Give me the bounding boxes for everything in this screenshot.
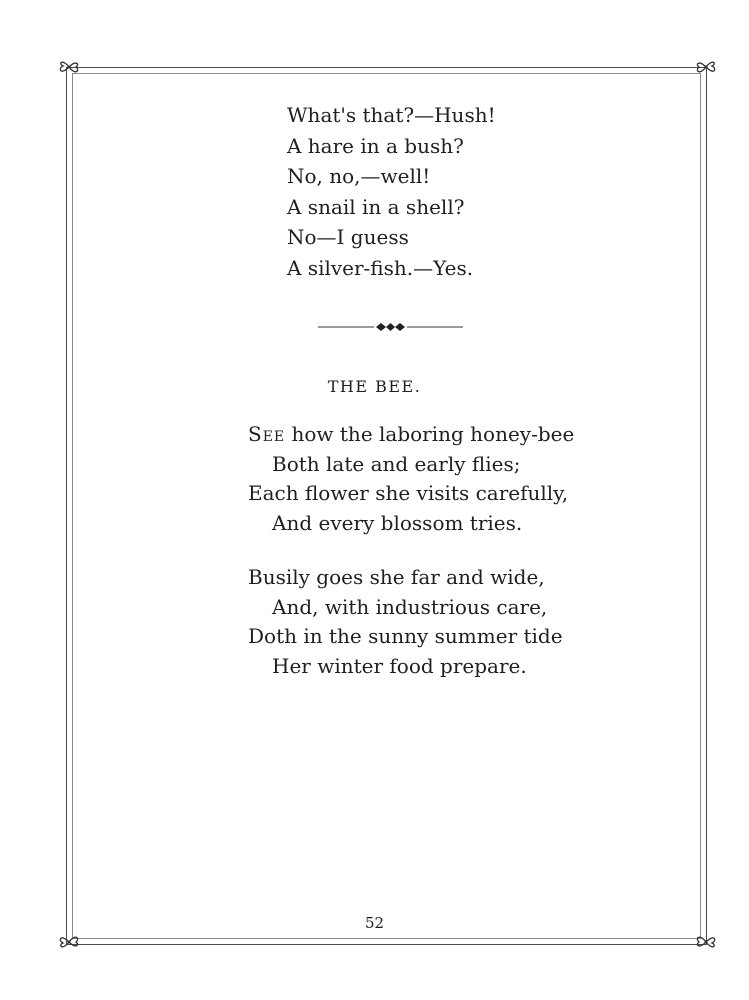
poem-line: What's that?—Hush!: [287, 103, 496, 127]
poem-line: A hare in a bush?: [287, 133, 464, 158]
poem-line: [248, 420, 574, 450]
poem-line-text: how the laboring honey-bee: [285, 422, 575, 446]
poem-line: Busily goes she far and wide,: [248, 565, 545, 589]
poem-title: THE BEE.: [327, 377, 422, 396]
poem-line: Each flower she visits carefully,: [248, 481, 569, 505]
poem-line: No—I guess: [287, 225, 409, 249]
poem-bee-stanza-1: [248, 420, 574, 538]
corner-ornament-top-left: [56, 54, 82, 80]
poem-line: And, with industrious care,: [272, 594, 548, 619]
corner-ornament-top-right: [693, 54, 719, 80]
corner-ornament-bottom-left: [56, 929, 82, 955]
poem-line: No, no,—well!: [287, 164, 431, 188]
page-number: 52: [364, 914, 385, 932]
initial-word: See: [248, 422, 286, 446]
poem-line: And every blossom tries.: [272, 510, 523, 535]
poem-line: A snail in a shell?: [287, 194, 465, 219]
poem-line: Her winter food prepare.: [272, 653, 527, 678]
poem-bee-stanza-2: [248, 563, 563, 681]
corner-ornament-bottom-right: [693, 929, 719, 955]
poem-line: Doth in the sunny summer tide: [248, 624, 563, 648]
poem-line: A silver-fish.—Yes.: [287, 255, 474, 280]
ornamental-divider: [318, 320, 463, 334]
poem-line: Both late and early flies;: [272, 451, 521, 476]
poem-silver-fish: [287, 100, 496, 283]
